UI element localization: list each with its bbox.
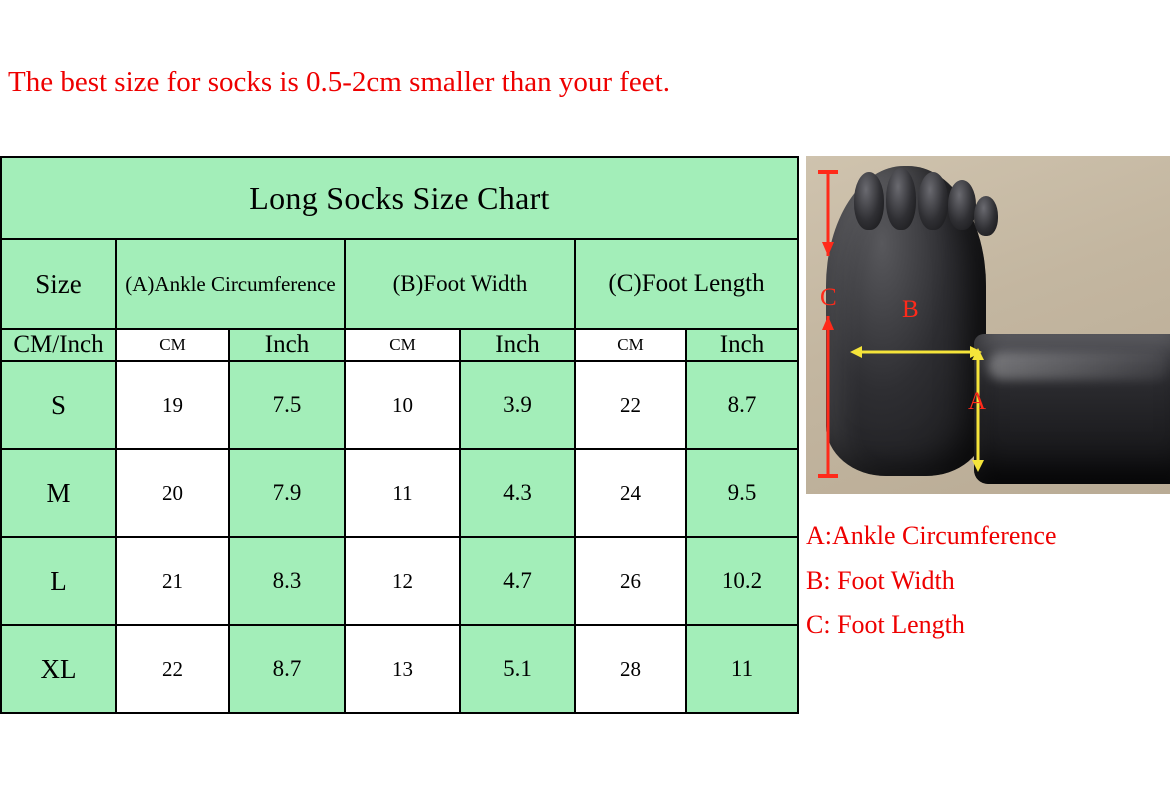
measurement-arrows: [806, 156, 1170, 494]
page-headline: The best size for socks is 0.5-2cm smaller than your feet.: [8, 66, 670, 98]
legend-item-c: C: Foot Length: [806, 610, 965, 640]
cell-width-cm: 13: [345, 625, 460, 713]
unit-width-cm: CM: [345, 329, 460, 361]
cell-length-inch: 10.2: [686, 537, 798, 625]
unit-row-label: CM/Inch: [1, 329, 116, 361]
cell-ankle-cm: 22: [116, 625, 229, 713]
unit-ankle-cm: CM: [116, 329, 229, 361]
cell-ankle-inch: 8.7: [229, 625, 345, 713]
table-row-units: [1, 329, 798, 361]
cell-length-inch: 11: [686, 625, 798, 713]
unit-ankle-inch: Inch: [229, 329, 345, 361]
cell-ankle-cm: 21: [116, 537, 229, 625]
cell-width-inch: 3.9: [460, 361, 575, 449]
measurement-legend: [806, 514, 1170, 648]
unit-length-cm: CM: [575, 329, 686, 361]
cell-ankle-inch: 7.5: [229, 361, 345, 449]
cell-width-inch: 5.1: [460, 625, 575, 713]
cell-length-cm: 28: [575, 625, 686, 713]
marker-c: C: [820, 284, 837, 311]
cell-length-inch: 9.5: [686, 449, 798, 537]
cell-size: M: [1, 449, 116, 537]
cell-ankle-inch: 7.9: [229, 449, 345, 537]
legend-item-b: B: Foot Width: [806, 565, 955, 595]
table-row: [1, 449, 798, 537]
cell-size: S: [1, 361, 116, 449]
cell-ankle-cm: 19: [116, 361, 229, 449]
cell-width-cm: 12: [345, 537, 460, 625]
cell-width-cm: 10: [345, 361, 460, 449]
cell-width-inch: 4.3: [460, 449, 575, 537]
marker-a: A: [968, 388, 987, 415]
marker-b: B: [902, 296, 919, 323]
column-header-width: (B)Foot Width: [345, 239, 575, 329]
cell-width-cm: 11: [345, 449, 460, 537]
table-row: [1, 625, 798, 713]
cell-length-inch: 8.7: [686, 361, 798, 449]
column-header-size: Size: [1, 239, 116, 329]
cell-ankle-cm: 20: [116, 449, 229, 537]
size-chart-table: [0, 156, 799, 714]
column-header-length: (C)Foot Length: [575, 239, 798, 329]
cell-size: XL: [1, 625, 116, 713]
chart-title: Long Socks Size Chart: [1, 157, 798, 239]
unit-width-inch: Inch: [460, 329, 575, 361]
column-header-ankle: (A)Ankle Circumference: [116, 239, 345, 329]
cell-width-inch: 4.7: [460, 537, 575, 625]
table-row-title: [1, 157, 798, 239]
unit-length-inch: Inch: [686, 329, 798, 361]
measurement-photo: [806, 156, 1170, 494]
cell-size: L: [1, 537, 116, 625]
table-row: [1, 361, 798, 449]
size-chart-table-wrapper: [0, 156, 797, 714]
cell-ankle-inch: 8.3: [229, 537, 345, 625]
table-row: [1, 537, 798, 625]
cell-length-cm: 24: [575, 449, 686, 537]
cell-length-cm: 26: [575, 537, 686, 625]
cell-length-cm: 22: [575, 361, 686, 449]
table-row-header: [1, 239, 798, 329]
legend-item-a: A:Ankle Circumference: [806, 521, 1057, 550]
